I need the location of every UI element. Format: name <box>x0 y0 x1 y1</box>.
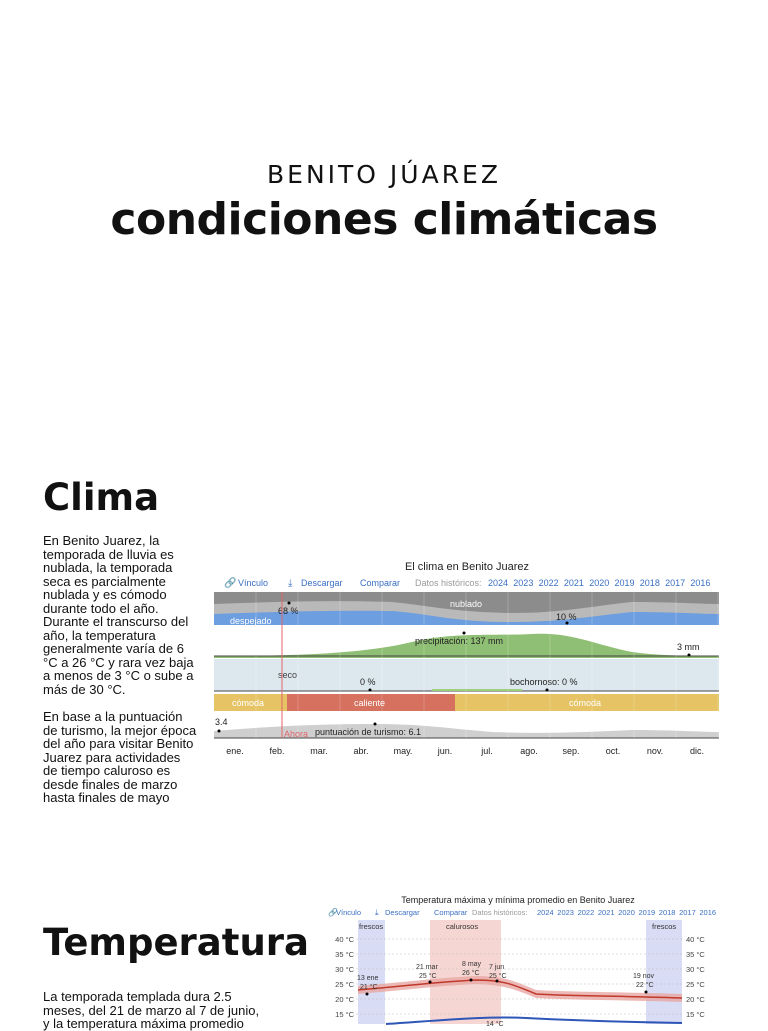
clima-paragraph-1: En Benito Juarez, la temporada de lluvia es nublada, la temporada seca es parcialmente nublada y es cómodo durante todo el año. Durante el transcurso del año, la temperatura generalmente varía de 6 °C a 26 °C y rara vez baja a menos de 3 °C o sube a más de 30 °C. <box>43 533 194 697</box>
link-icon[interactable]: 🔗 <box>328 908 338 917</box>
month-label: nov. <box>646 746 664 756</box>
y-tick-right: 35 °C <box>686 950 705 959</box>
link-icon[interactable]: 🔗 <box>224 578 237 589</box>
chart2-download[interactable]: Descargar <box>385 908 420 917</box>
y-tick-right: 30 °C <box>686 965 705 974</box>
annotation-19-nov-value: 22 °C <box>636 982 654 989</box>
chart2-years <box>537 908 716 917</box>
y-tick-right: 15 °C <box>686 1010 705 1019</box>
month-label: dic. <box>689 746 705 756</box>
now-label: Ahora <box>284 729 309 739</box>
month-label: jul. <box>481 746 493 756</box>
y-tick-left: 30 °C <box>335 965 354 974</box>
label-despejado: despejado <box>230 616 272 626</box>
comfort-caliente: caliente <box>354 698 386 708</box>
comfort-comoda-2: cómoda <box>569 698 602 708</box>
download-icon[interactable]: ⤓ <box>375 908 379 917</box>
month-label: oct. <box>605 746 621 756</box>
y-tick-left: 25 °C <box>335 980 354 989</box>
y-tick-left: 15 °C <box>335 1010 354 1019</box>
month-label: mar. <box>310 746 328 756</box>
month-label: ene. <box>226 746 244 756</box>
annotation-7-jun: 7 jun <box>489 964 505 971</box>
humidity-pct: 0 % <box>360 677 376 687</box>
annotation-13-ene-value: 21 °C <box>360 984 378 991</box>
year-link-2018[interactable]: 2018 <box>639 578 660 588</box>
year-link-2019[interactable]: 2019 <box>614 578 635 588</box>
chart1-years <box>488 578 710 588</box>
temperatura-paragraph-1: La temporada templada dura 2.5 meses, del 21 de marzo al 7 de junio, y la temperatura máxima promedio <box>43 989 260 1031</box>
year-link-2016[interactable]: 2016 <box>690 578 711 588</box>
year-link-2023[interactable]: 2023 <box>557 908 574 917</box>
chart1-download[interactable]: Descargar <box>301 578 343 588</box>
month-label: may. <box>393 746 413 756</box>
band-label-calurosos: calurosos <box>446 922 479 931</box>
precipitation-label: precipitación: 137 mm <box>415 636 504 646</box>
month-label: feb. <box>269 746 285 756</box>
chart1-historic-label: Datos históricos: <box>415 578 482 588</box>
year-link-2020[interactable]: 2020 <box>589 578 610 588</box>
cloud-pct-jan: 68 % <box>278 606 299 616</box>
year-link-2018[interactable]: 2018 <box>658 908 676 917</box>
bochornoso-label: bochornoso: 0 % <box>510 677 578 687</box>
year-link-2020[interactable]: 2020 <box>618 908 635 917</box>
annotation-19-nov: 19 nov <box>633 973 655 980</box>
clima-paragraph-2: En base a la puntuación de turismo, la mejor época del año para visitar Benito Juarez para actividades de tiempo caluroso es desde finales de marzo hasta finales de mayo <box>43 709 197 805</box>
annotation-low: 14 °C <box>486 1021 504 1028</box>
band-frescos-1 <box>358 920 385 1024</box>
chart2-link[interactable]: Vínculo <box>336 908 362 917</box>
y-tick-right: 20 °C <box>686 995 705 1004</box>
month-label: abr. <box>353 746 369 756</box>
chart2-compare[interactable]: Comparar <box>434 908 468 917</box>
annotation-7-jun-value: 25 °C <box>489 973 507 980</box>
y-tick-left: 40 °C <box>335 935 354 944</box>
tourism-start: 3.4 <box>215 717 228 727</box>
year-link-2022[interactable]: 2022 <box>538 578 559 588</box>
annotation-8-may: 8 may <box>462 961 482 968</box>
temperature-chart <box>326 890 724 1028</box>
year-link-2024[interactable]: 2024 <box>488 578 509 588</box>
page-subtitle: BENITO JÚAREZ <box>267 160 501 189</box>
month-label: jun. <box>437 746 453 756</box>
month-label: ago. <box>520 746 538 756</box>
label-seco: seco <box>278 670 298 680</box>
year-link-2023[interactable]: 2023 <box>513 578 534 588</box>
chart1-compare[interactable]: Comparar <box>360 578 401 588</box>
chart1-title: El clima en Benito Juarez <box>404 561 530 573</box>
annotation-21-mar: 21 mar <box>416 964 438 971</box>
page-title: condiciones climáticas <box>110 194 658 245</box>
section-heading-temperatura: Temperatura <box>43 921 310 964</box>
year-link-2022[interactable]: 2022 <box>577 908 595 917</box>
cloud-pct-sep: 10 % <box>556 612 577 622</box>
year-link-2016[interactable]: 2016 <box>699 908 717 917</box>
chart2-historic-label: Datos históricos: <box>472 908 528 917</box>
download-icon[interactable]: ⤓ <box>288 578 293 589</box>
section-heading-clima: Clima <box>43 476 160 519</box>
year-link-2021[interactable]: 2021 <box>597 908 615 917</box>
year-link-2017[interactable]: 2017 <box>665 578 686 588</box>
month-axis <box>226 746 704 756</box>
year-link-2019[interactable]: 2019 <box>638 908 656 917</box>
year-link-2017[interactable]: 2017 <box>679 908 696 917</box>
band-frescos-2 <box>646 920 682 1024</box>
y-tick-right: 25 °C <box>686 980 705 989</box>
tourism-label: puntuación de turismo: 6.1 <box>315 727 422 737</box>
precipitation-min: 3 mm <box>677 642 700 652</box>
chart1-link[interactable]: Vínculo <box>238 578 269 588</box>
month-label: sep. <box>562 746 580 756</box>
annotation-21-mar-value: 25 °C <box>419 973 437 980</box>
annotation-13-ene: 13 ene <box>357 975 379 982</box>
climate-overview-chart <box>212 556 722 762</box>
y-tick-left: 35 °C <box>335 950 354 959</box>
year-link-2021[interactable]: 2021 <box>563 578 584 588</box>
y-tick-left: 20 °C <box>335 995 354 1004</box>
band-label-frescos-1: frescos <box>359 922 384 931</box>
band-label-frescos-2: frescos <box>652 922 677 931</box>
label-nublado: nublado <box>450 599 483 609</box>
year-link-2024[interactable]: 2024 <box>537 908 554 917</box>
y-tick-right: 40 °C <box>686 935 705 944</box>
annotation-8-may-value: 26 °C <box>462 970 480 977</box>
comfort-comoda-1: cómoda <box>232 698 265 708</box>
chart2-title: Temperatura máxima y mínima promedio en Benito Juarez <box>401 895 635 905</box>
